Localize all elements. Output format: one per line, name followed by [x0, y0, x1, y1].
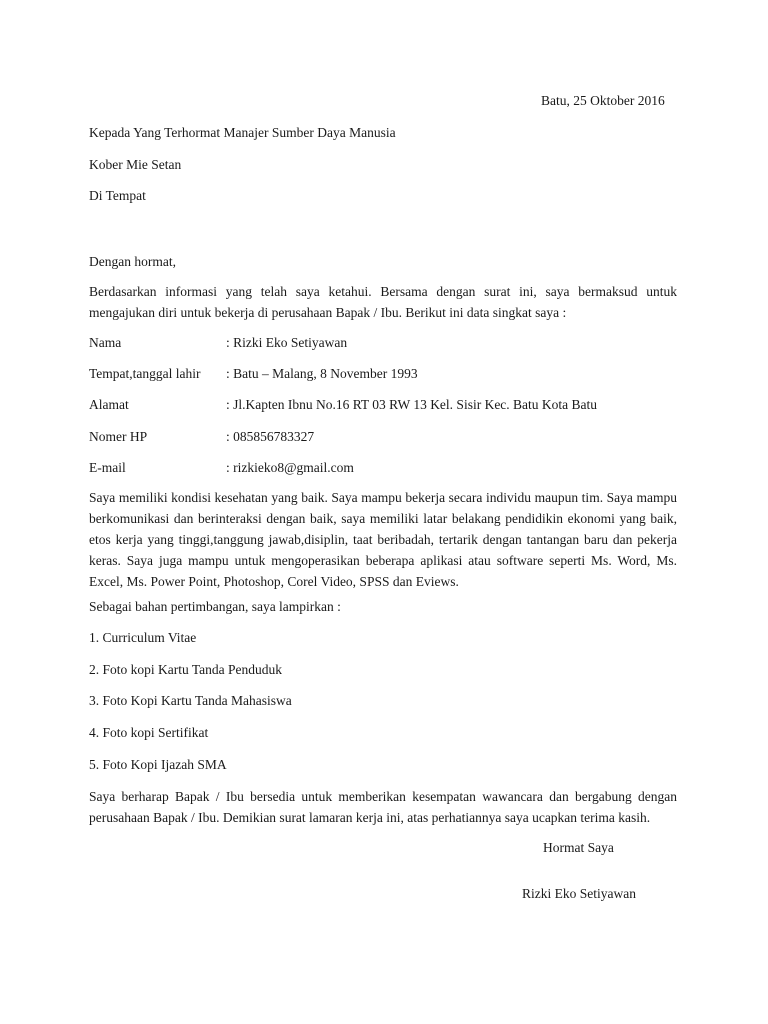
data-label-alamat: Alamat — [89, 397, 129, 412]
list-item: 1. Curriculum Vitae — [89, 630, 197, 645]
letter-date: Batu, 25 Oktober 2016 — [541, 93, 665, 108]
data-value-alamat: : Jl.Kapten Ibnu No.16 RT 03 RW 13 Kel. Sisir Kec. Batu Kota Batu — [226, 397, 598, 412]
data-value-hp: : 085856783327 — [226, 429, 315, 444]
closing-paragraph: Saya berharap Bapak / Ibu bersedia untuk memberikan kesempatan wawancara dan bergabung dengan perusahaan Bapak / Ibu. Demikian surat lamaran kerja ini, atas perhatiannya saya ucapkan terima kasih. — [89, 789, 677, 825]
qualifications-paragraph: Saya memiliki kondisi kesehatan yang baik. Saya mampu bekerja secara individu maupun tim. Saya mampu berkomunikasi dan berinteraksi dengan baik, saya memiliki latar belakang pendidikin ekonomi yang baik, etos kerja yang tinggi,tanggung jawab,disiplin, taat beribadah, tertarik dengan tantangan baru dan pekerja keras. Saya juga mampu untuk mengoperasikan beberapa aplikasi atau software seperti Ms. Word, Ms. Excel, Ms. Power Point, Photoshop, Corel Video, SPSS dan Eviews. — [89, 490, 677, 589]
data-label-ttl: Tempat,tanggal lahir — [89, 366, 201, 381]
list-item: 3. Foto Kopi Kartu Tanda Mahasiswa — [89, 693, 292, 708]
salutation: Dengan hormat, — [89, 254, 176, 269]
recipient-title: Kepada Yang Terhormat Manajer Sumber Daya Manusia — [89, 125, 396, 140]
data-label-nama: Nama — [89, 335, 122, 350]
list-item: 4. Foto kopi Sertifikat — [89, 725, 209, 740]
data-value-nama: : Rizki Eko Setiyawan — [226, 335, 348, 350]
data-label-hp: Nomer HP — [89, 429, 148, 444]
list-item: 2. Foto kopi Kartu Tanda Penduduk — [89, 662, 283, 677]
signoff-name: Rizki Eko Setiyawan — [522, 886, 636, 901]
attachments-intro: Sebagai bahan pertimbangan, saya lampirkan : — [89, 599, 341, 614]
data-value-ttl: : Batu – Malang, 8 November 1993 — [226, 366, 418, 381]
intro-paragraph: Berdasarkan informasi yang telah saya ketahui. Bersama dengan surat ini, saya bermaksud untuk mengajukan diri untuk bekerja di perusahaan Bapak / Ibu. Berikut ini data singkat saya : — [89, 284, 677, 320]
data-label-email: E-mail — [89, 460, 126, 475]
signoff-regards: Hormat Saya — [543, 840, 614, 855]
list-item: 5. Foto Kopi Ijazah SMA — [89, 757, 227, 772]
recipient-company: Kober Mie Setan — [89, 157, 182, 172]
recipient-location: Di Tempat — [89, 188, 146, 203]
data-value-email: : rizkieko8@gmail.com — [226, 460, 354, 475]
